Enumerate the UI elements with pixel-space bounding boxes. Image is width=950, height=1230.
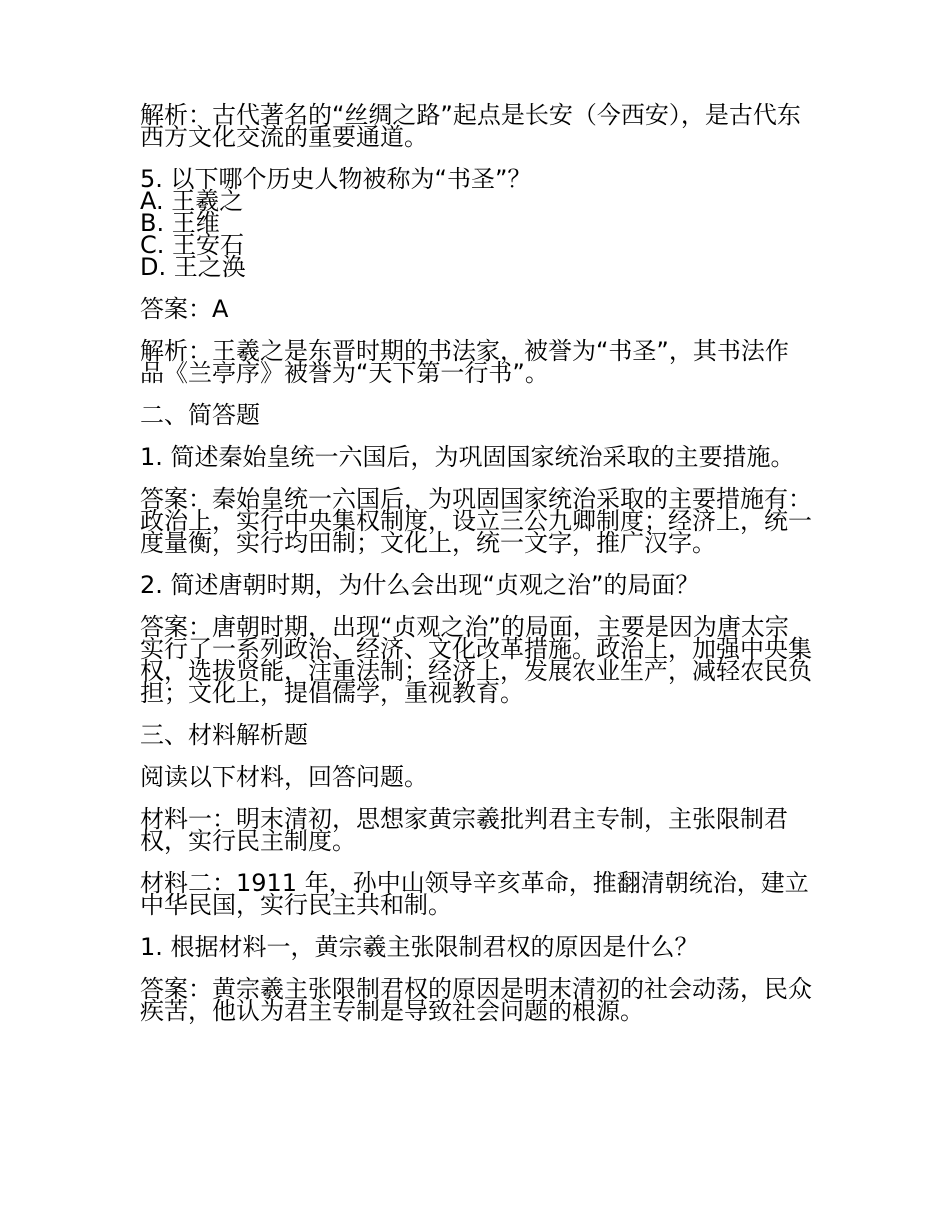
answer-q5: 答案：A xyxy=(140,295,229,323)
material-q1: 1. 根据材料一，黄宗羲主张限制君权的原因是什么？ xyxy=(140,933,699,961)
document-page xyxy=(140,101,812,1042)
analysis-q5: 解析：王羲之是东晋时期的书法家，被誉为“书圣”，其书法作品《兰亭序》被誉为“天下第一行书”。 xyxy=(140,337,789,387)
question-5 xyxy=(140,165,812,281)
section-3-heading: 三、材料解析题 xyxy=(140,721,308,749)
short-answer-q2: 2. 简述唐朝时期，为什么会出现“贞观之治”的局面？ xyxy=(140,571,700,599)
question-5-text: 5. 以下哪个历史人物被称为“书圣”？ xyxy=(140,165,532,193)
material-one: 材料一：明末清初，思想家黄宗羲批判君主专制，主张限制君权，实行民主制度。 xyxy=(140,805,788,855)
section-2-heading: 二、简答题 xyxy=(140,401,260,429)
option-a: A. 王羲之 xyxy=(140,187,244,215)
material-intro: 阅读以下材料，回答问题。 xyxy=(140,763,428,791)
short-answer-a1: 答案：秦始皇统一六国后，为巩固国家统治采取的主要措施有：政治上，实行中央集权制度，设立三公九卿制度；经济上，统一度量衡，实行均田制；文化上，统一文字，推广汉字。 xyxy=(140,485,812,557)
option-b: B. 王维 xyxy=(140,209,220,237)
option-c: C. 王安石 xyxy=(140,231,245,259)
short-answer-a2: 答案：唐朝时期，出现“贞观之治”的局面，主要是因为唐太宗实行了一系列政治、经济、文化改革措施。政治上，加强中央集权，选拔贤能，注重法制；经济上，发展农业生产，减轻农民负担；文化上，提倡儒学，重视教育。 xyxy=(140,613,812,707)
material-two: 材料二：1911 年，孙中山领导辛亥革命，推翻清朝统治，建立中华民国，实行民主共和制。 xyxy=(140,869,809,919)
analysis-q4: 解析：古代著名的“丝绸之路”起点是长安（今西安），是古代东西方文化交流的重要通道。 xyxy=(140,101,801,151)
short-answer-q1: 1. 简述秦始皇统一六国后，为巩固国家统治采取的主要措施。 xyxy=(140,443,795,471)
option-d: D. 王之涣 xyxy=(140,253,246,281)
material-a1: 答案：黄宗羲主张限制君权的原因是明末清初的社会动荡，民众疾苦，他认为君主专制是导致社会问题的根源。 xyxy=(140,975,812,1025)
